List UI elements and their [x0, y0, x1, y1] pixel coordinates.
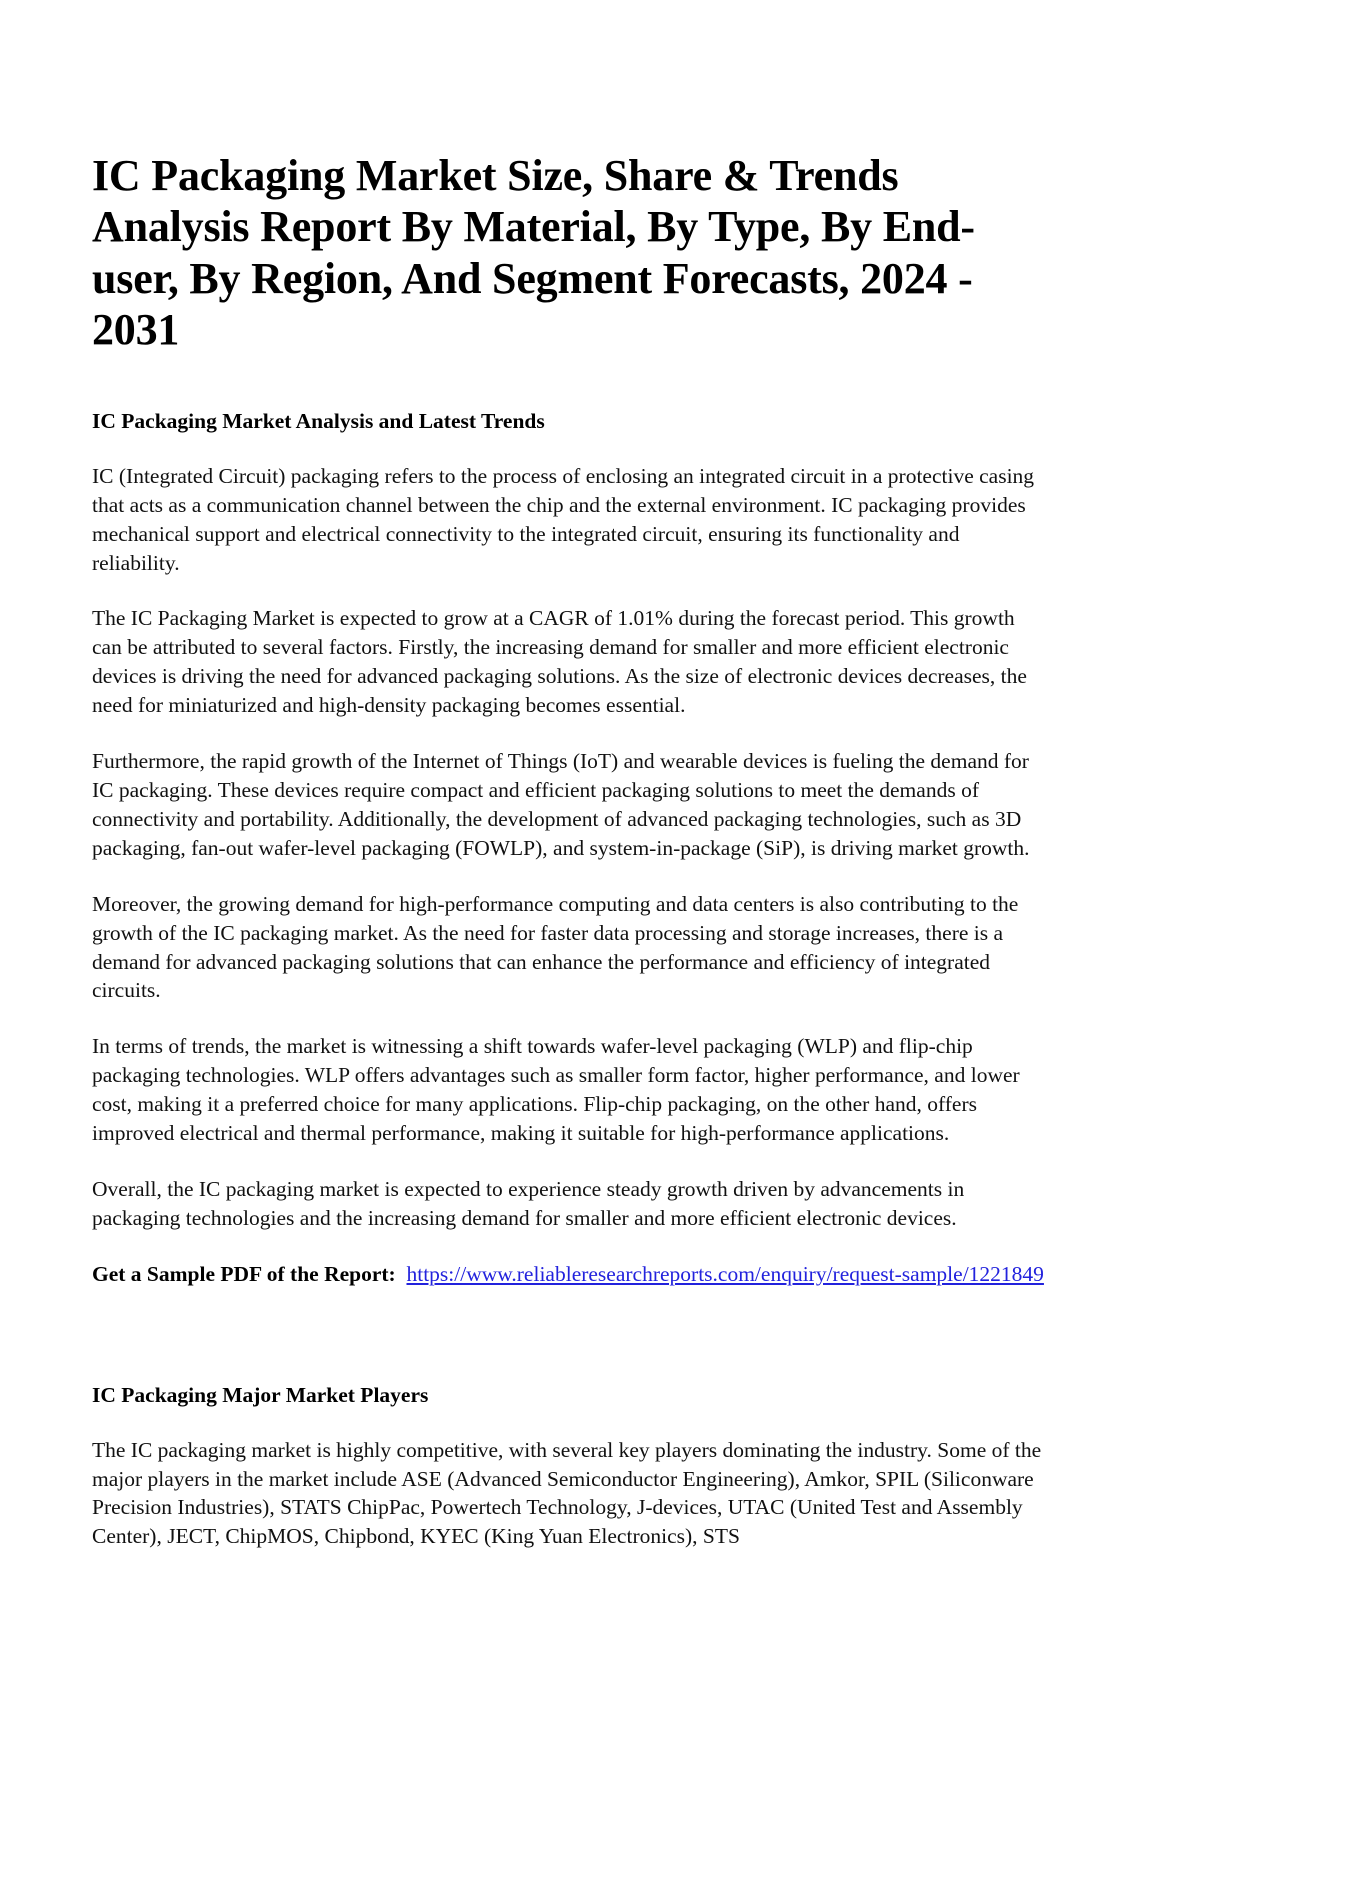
section-spacer — [92, 1316, 1045, 1382]
paragraph-wlp-flipchip-trends: In terms of trends, the market is witnessing a shift towards wafer-level packaging (WLP) and flip-chip packaging technologies. WLP offers advantages such as smaller form factor, higher performance, and lower cost, making it a preferred choice for many applications. Flip-chip packaging, on the other hand, offers improved electrical and thermal performance, making it suitable for high-performance applications. — [92, 1034, 1020, 1146]
paragraph-overall-outlook: Overall, the IC packaging market is expected to experience steady growth driven by advancements in packaging technologies and the increasing demand for smaller and more efficient electronic devices. — [92, 1176, 965, 1230]
sample-pdf-cta-label: Get a Sample PDF of the Report: — [92, 1261, 396, 1286]
paragraph-hpc-data-centers: Moreover, the growing demand for high-performance computing and data centers is also contributing to the growth of the IC packaging market. As the need for faster data processing and storage increases, there is a demand for advanced packaging solutions that can enhance the performance and efficiency of integrated circuits. — [92, 891, 1019, 1003]
section-heading-major-market-players: IC Packaging Major Market Players — [92, 1382, 429, 1407]
paragraph-iot-wearables-demand: Furthermore, the rapid growth of the Internet of Things (IoT) and wearable devices is fueling the demand for IC packaging. These devices require compact and efficient packaging solutions to meet the demands of connectivity and portability. Additionally, the development of advanced packaging technologies, such as 3D packaging, fan-out wafer-level packaging (FOWLP), and system-in-package (SiP), is driving market growth. — [92, 749, 1030, 860]
paragraph-major-players-list: The IC packaging market is highly competitive, with several key players dominating the industry. Some of the major players in the market include ASE (Advanced Semiconductor Engineering), Amkor, SPIL (Siliconware Precision Industries), STATS ChipPac, Powertech Technology, J-devices, UTAC (United Test and Assembly Center), JECT, ChipMOS, Chipbond, KYEC (King Yuan Electronics), STS — [92, 1437, 1042, 1549]
section-heading-analysis-and-trends: IC Packaging Market Analysis and Latest Trends — [92, 408, 545, 433]
sample-pdf-request-link[interactable]: https://www.reliableresearchreports.com/enquiry/request-sample/1221849 — [406, 1261, 1044, 1286]
paragraph-cagr-growth-drivers: The IC Packaging Market is expected to grow at a CAGR of 1.01% during the forecast period. This growth can be attributed to several factors. Firstly, the increasing demand for smaller and more efficient electronic devices is driving the need for advanced packaging solutions. As the size of electronic devices decreases, the need for miniaturized and high-density packaging becomes essential. — [92, 606, 1027, 718]
sample-pdf-cta — [92, 1260, 1045, 1289]
paragraph-ic-packaging-definition: IC (Integrated Circuit) packaging refers to the process of enclosing an integrated circuit in a protective casing that acts as a communication channel between the chip and the external environment. IC packaging provides mechanical support and electrical connectivity to the integrated circuit, ensuring its functionality and reliability. — [92, 463, 1035, 575]
page-title: IC Packaging Market Size, Share & Trends Analysis Report By Material, By Type, By End-user, By Region, And Segment Forecasts, 2024 - 2031 — [92, 151, 975, 355]
